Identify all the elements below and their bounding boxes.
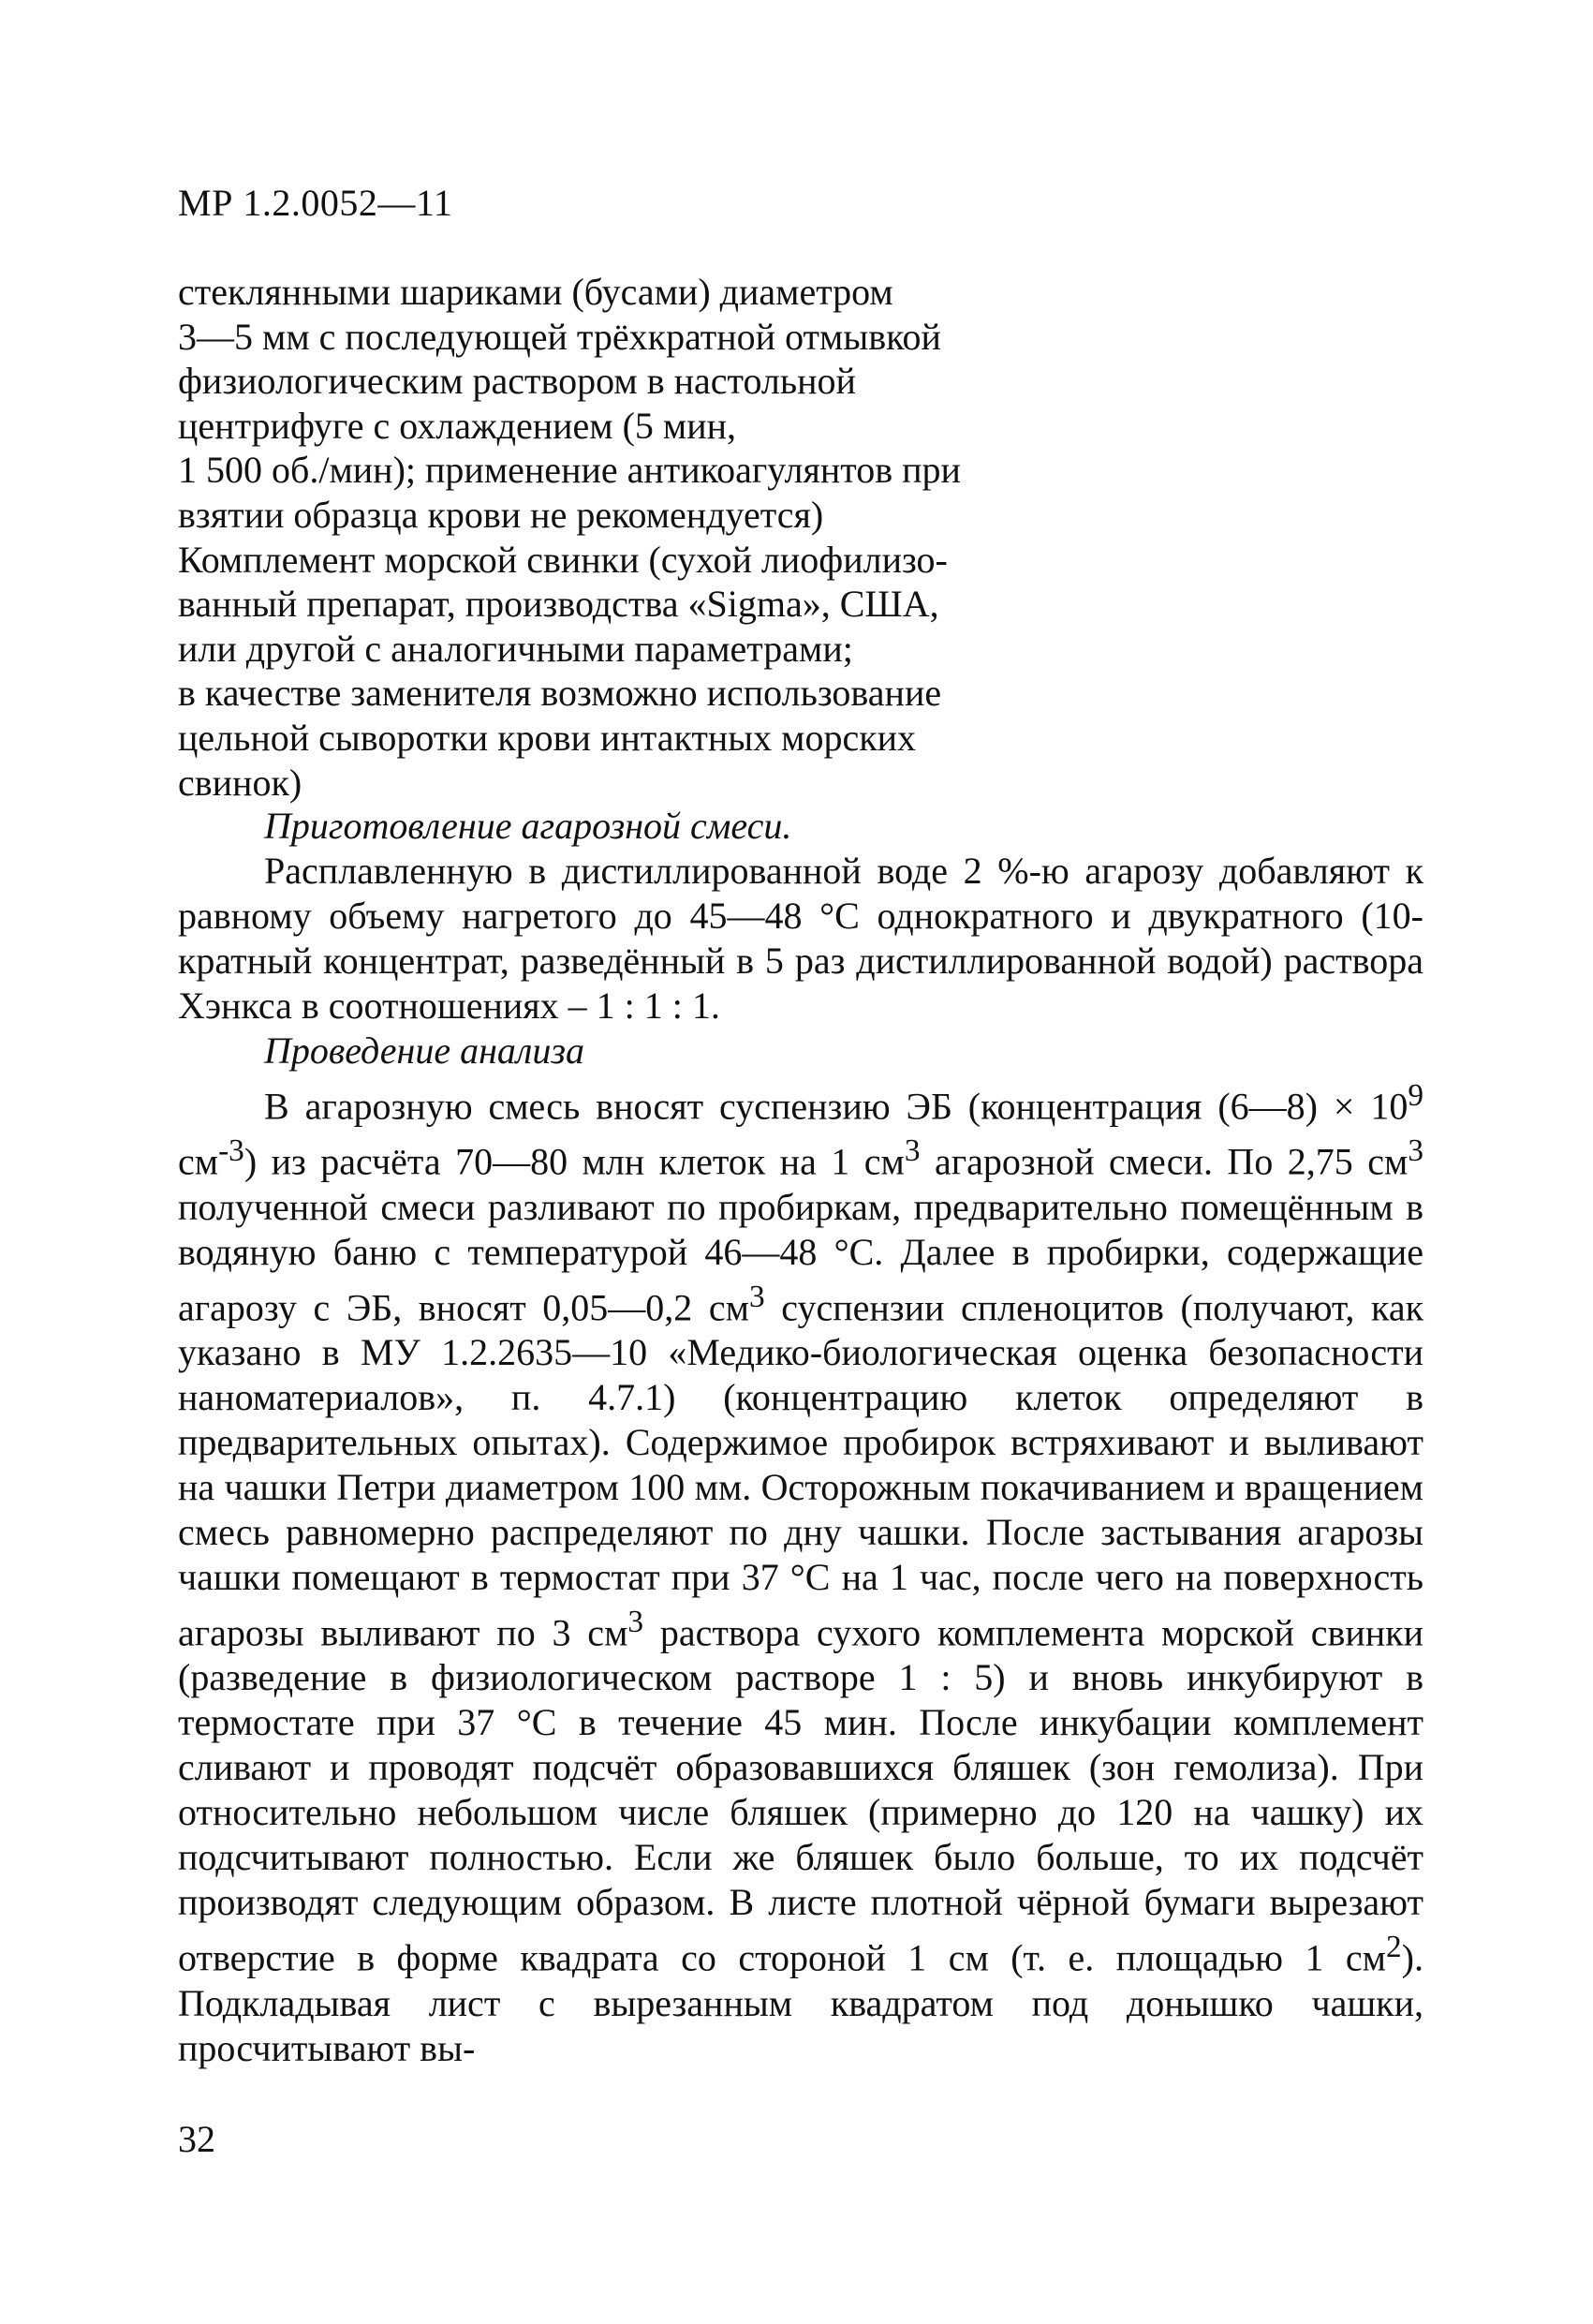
continuation-line: свинок) xyxy=(178,761,302,804)
continuation-line: стеклянными шариками (бусами) диаметром xyxy=(178,271,893,313)
continuation-line: 3—5 мм с последующей трёхкратной отмывкой xyxy=(178,315,941,358)
main-text xyxy=(178,804,1423,2071)
continuation-line: физиологическим раствором в настольной xyxy=(178,360,856,403)
continuation-line: или другой с аналогичными параметрами; xyxy=(178,627,853,670)
continuation-line: в качестве заменителя возможно использование xyxy=(178,672,942,715)
continuation-line: взятии образца крови не рекомендуется) xyxy=(178,493,824,536)
continuation-line: цельной сыворотки крови интактных морских xyxy=(178,716,917,759)
agarose-mix-heading: Приготовление агарозной смеси. xyxy=(264,805,792,847)
page-number: 32 xyxy=(178,2118,215,2160)
continuation-line: ванный препарат, производства «Sigma», США, xyxy=(178,583,939,626)
analysis-heading: Проведение анализа xyxy=(264,1029,584,1072)
continuation-line: центрифуге с охлаждением (5 мин, xyxy=(178,404,737,447)
agarose-mix-paragraph: Расплавленную в дистиллированной воде 2 %-ю агарозу добавляют к равному объему нагретого до 45—48 °С однократного и двукратного (10-кратный концентрат, разведённый в 5 раз дистиллированной водой) раствора Хэнкса в соотношениях – 1 : 1 : 1. xyxy=(178,850,1423,1027)
continuation-line: Комплемент морской свинки (сухой лиофилизо- xyxy=(178,538,948,581)
document-code-header: МР 1.2.0052—11 xyxy=(178,182,453,224)
continuation-line: 1 500 об./мин); применение антикоагулянтов при xyxy=(178,449,961,492)
materials-list-continuation xyxy=(178,270,1021,805)
analysis-paragraph: В агарозную смесь вносят суспензию ЭБ (концентрация (6—8) × $10^9$ $см^{-3}$) из расчёта 70—80 млн клеток на 1 $см^3$ агарозной смеси. По 2,75 $см^3$ полученной смеси разливают по пробиркам, предварительно помещённым в водяную баню с температурой 46—48 °С. Далее в пробирки, содержащие агарозу с ЭБ, вносят 0,05—0,2 $см^3$ суспензии спленоцитов (получают, как указано в МУ 1.2.2635—10 «Медико-биологическая оценка безопасности наноматериалов», п. 4.7.1) (концентрацию клеток определяют в предварительных опытах). Содержимое пробирок встряхивают и выливают на чашки Петри диаметром 100 мм. Осторожным покачиванием и вращением смесь равномерно распределяют по дну чашки. После застывания агарозы чашки помещают в термостат при 37 °С на 1 час, после чего на поверхность агарозы выливают по 3 $см^3$ раствора сухого комплемента морской свинки (разведение в физиологическом растворе 1 : 5) и вновь инкубируют в термостате при 37 °С в течение 45 мин. После инкубации комплемент сливают и проводят подсчёт образовавшихся бляшек (зон гемолиза). При относительно небольшом числе бляшек (примерно до 120 на чашку) их подсчитывают полностью. Если же бляшек было больше, то их подсчёт производят следующим образом. В листе плотной чёрной бумаги вырезают отверстие в форме квадрата со стороной 1 см (т. е. площадью 1 $см^2$). Подкладывая лист с вырезанным квадратом под донышко чашки, просчитывают вы- xyxy=(178,1078,1424,2069)
